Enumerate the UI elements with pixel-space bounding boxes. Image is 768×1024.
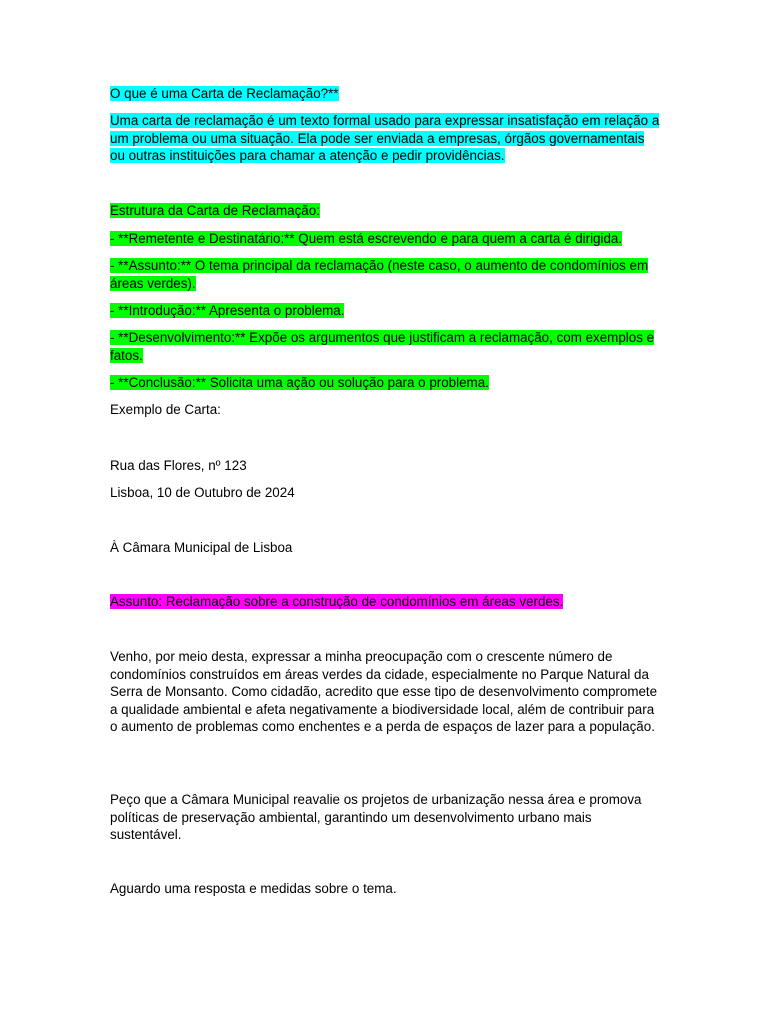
structure-item-development: - **Desenvolvimento:** Expõe os argumentos que justificam a reclamação, com exemplos e fatos. bbox=[110, 330, 655, 363]
example-heading: Exemplo de Carta: bbox=[110, 402, 221, 417]
doc-title: O que é uma Carta de Reclamação?** bbox=[110, 86, 339, 101]
place-date: Lisboa, 10 de Outubro de 2024 bbox=[110, 485, 295, 500]
letter-closing: Aguardo uma resposta e medidas sobre o tema. bbox=[110, 881, 397, 896]
structure-item-introduction: - **Introdução:** Apresenta o problema. bbox=[110, 303, 345, 318]
letter-subject: Assunto: Reclamação sobre a construção de condomínios em áreas verdes. bbox=[110, 594, 564, 609]
recipient: À Câmara Municipal de Lisboa bbox=[110, 540, 293, 555]
structure-item-sender: - **Remetente e Destinatário:** Quem está escrevendo e para quem a carta é dirigida. bbox=[110, 231, 623, 246]
structure-item-conclusion: - **Conclusão:** Solicita uma ação ou solução para o problema. bbox=[110, 375, 489, 390]
intro-paragraph: Uma carta de reclamação é um texto formal usado para expressar insatisfação em relação a um problema ou uma situação. Ela pode ser enviada a empresas, órgãos governamentais ou outras instituições para chamar a atenção e pedir providências. bbox=[110, 113, 660, 164]
letter-body-paragraph-2: Peço que a Câmara Municipal reavalie os projetos de urbanização nessa área e promova políticas de preservação ambiental, garantindo um desenvolvimento urbano mais sustentável. bbox=[110, 792, 642, 843]
structure-heading: Estrutura da Carta de Reclamação: bbox=[110, 203, 320, 218]
sender-address: Rua das Flores, nº 123 bbox=[110, 458, 247, 473]
structure-item-subject: - **Assunto:** O tema principal da reclamação (neste caso, o aumento de condomínios em áreas verdes). bbox=[110, 258, 649, 291]
letter-body-paragraph-1: Venho, por meio desta, expressar a minha preocupação com o crescente número de condomínios construídos em áreas verdes da cidade, especialmente no Parque Natural da Serra de Monsanto. Como cidadão, acredito que esse tipo de desenvolvimento compromete a qualidade ambiental e afeta negativamente a biodiversidade local, além de contribuir para o aumento de problemas como enchentes e a perda de espaços de lazer para a população. bbox=[110, 649, 658, 735]
